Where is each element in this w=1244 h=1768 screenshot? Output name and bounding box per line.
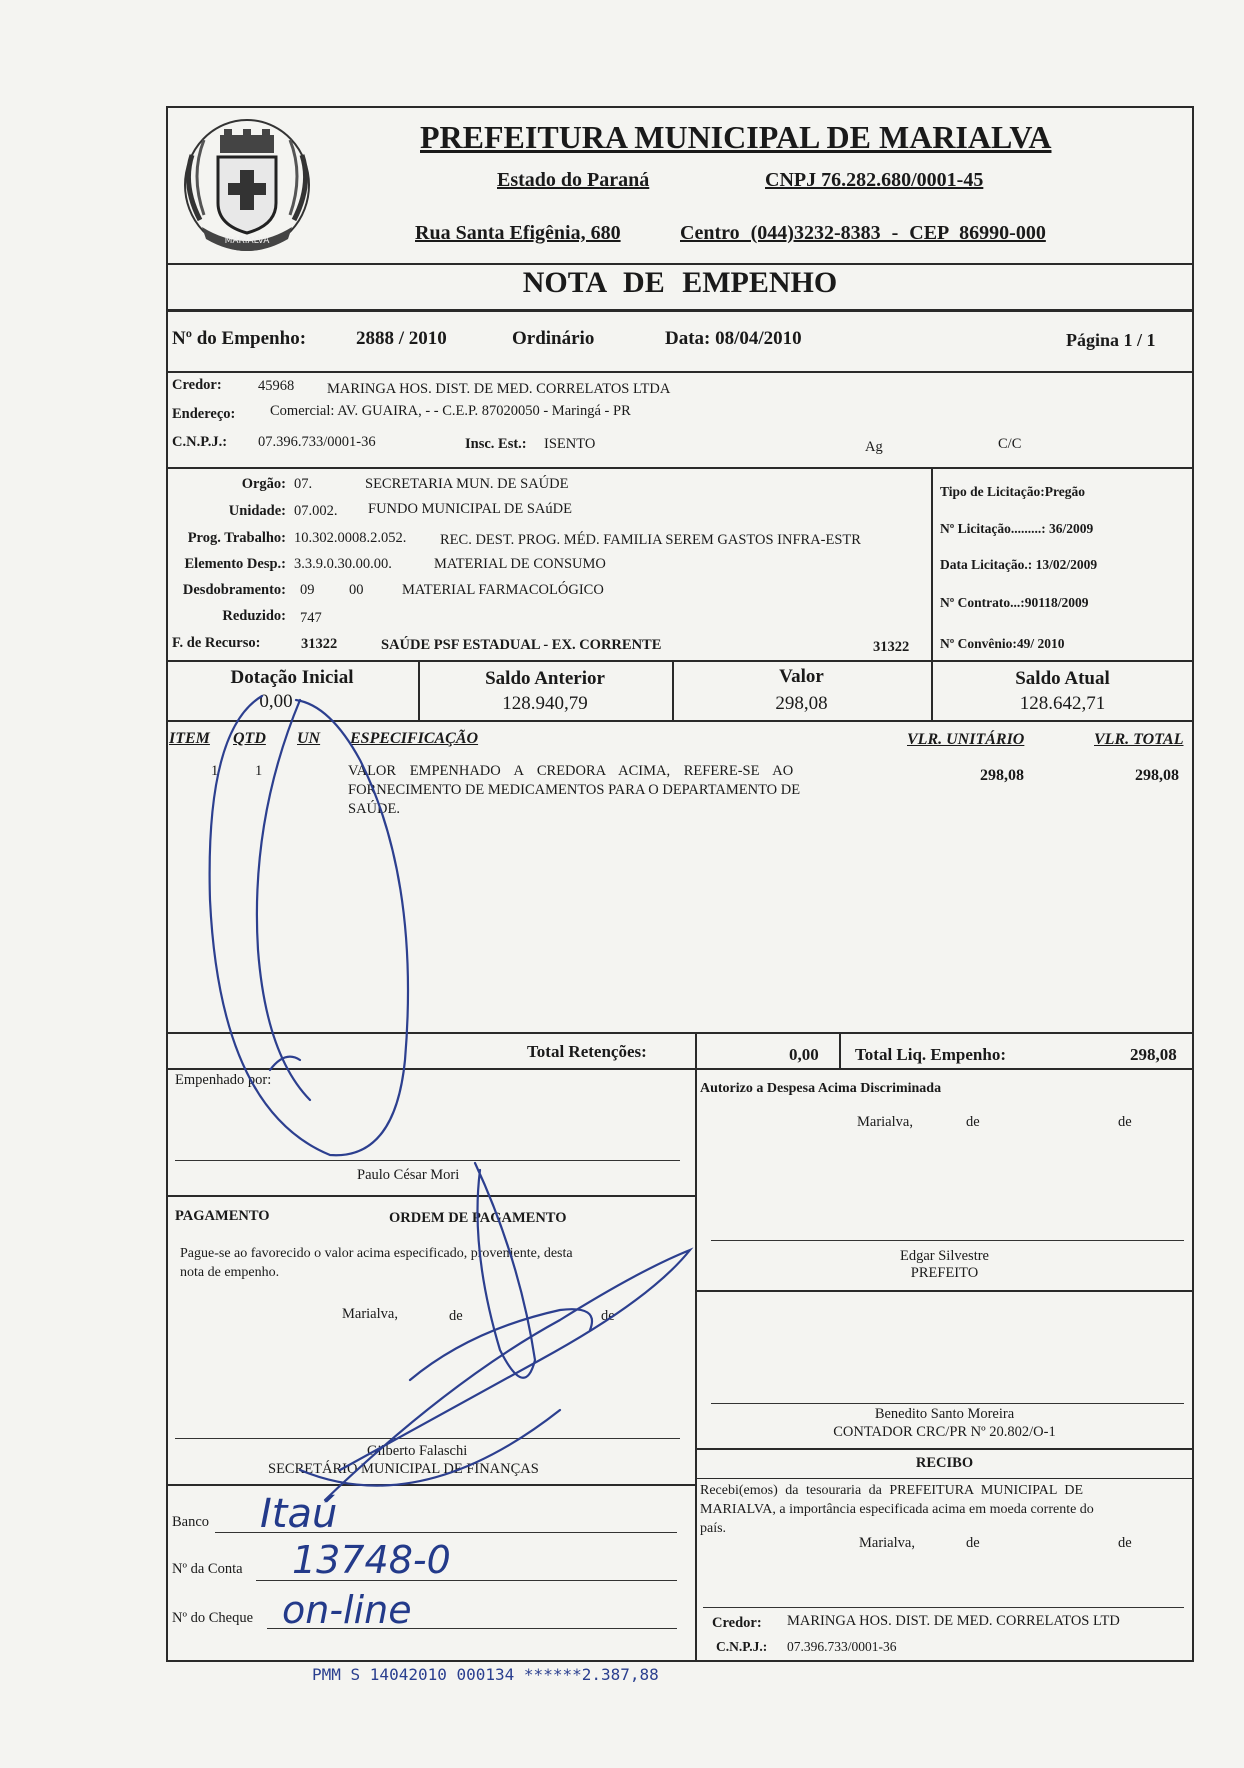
elemento-code: 3.3.9.0.30.00.00. bbox=[294, 556, 392, 572]
page-title: PREFEITURA MUNICIPAL DE MARIALVA bbox=[420, 119, 1052, 155]
unidade-name: FUNDO MUNICIPAL DE SAúDE bbox=[368, 501, 572, 517]
divider bbox=[166, 467, 1194, 469]
credor-cnpj: 07.396.733/0001-36 bbox=[258, 434, 376, 450]
saldo-atual-value: 128.642,71 bbox=[1019, 693, 1106, 714]
dotacao-label: Dotação Inicial bbox=[230, 667, 354, 688]
recibo-credor-label: Credor: bbox=[712, 1615, 762, 1631]
cc-label: C/C bbox=[998, 436, 1022, 452]
secretario-title: SECRETÁRIO MUNICIPAL DE FINANÇAS bbox=[268, 1461, 539, 1477]
item-unit-price: 298,08 bbox=[980, 767, 1024, 784]
empenho-number-label: Nº do Empenho: bbox=[172, 328, 307, 349]
recibo-text: MARIALVA, a importância especificada acima em moeda corrente do bbox=[700, 1502, 1094, 1517]
item-qtd: 1 bbox=[255, 763, 263, 779]
autorizo-text: Autorizo a Despesa Acima Discriminada bbox=[700, 1081, 942, 1096]
valor-value: 298,08 bbox=[775, 693, 828, 714]
divider bbox=[695, 1290, 1194, 1292]
header-address: Rua Santa Efigênia, 680 bbox=[415, 222, 621, 244]
divider bbox=[166, 263, 1194, 265]
total-column-header: VLR. TOTAL bbox=[1094, 731, 1184, 748]
prefeito-name: Edgar Silvestre bbox=[900, 1248, 989, 1264]
saldo-anterior-value: 128.940,79 bbox=[502, 693, 588, 714]
item-total: 298,08 bbox=[1135, 767, 1179, 784]
item-description-line: FORNECIMENTO DE MEDICAMENTOS PARA O DEPARTAMENTO DE bbox=[348, 782, 801, 798]
retencoes-value: 0,00 bbox=[789, 1045, 819, 1064]
liquido-value: 298,08 bbox=[1130, 1045, 1177, 1064]
recibo-cnpj: 07.396.733/0001-36 bbox=[787, 1639, 897, 1654]
liquido-label: Total Liq. Empenho: bbox=[855, 1045, 1006, 1064]
recibo-de: de bbox=[1118, 1535, 1132, 1551]
credor-code: 45968 bbox=[258, 378, 295, 394]
unidade-label: Unidade: bbox=[228, 503, 286, 519]
credor-name: MARINGA HOS. DIST. DE MED. CORRELATOS LTDA bbox=[327, 381, 671, 397]
signature-line bbox=[175, 1160, 680, 1161]
recibo-text: Recebi(emos) da tesouraria da PREFEITURA MUNICIPAL DE bbox=[700, 1483, 1084, 1498]
desdobramento-name: MATERIAL FARMACOLÓGICO bbox=[402, 582, 604, 598]
divider bbox=[166, 309, 1194, 312]
divider bbox=[166, 1195, 695, 1197]
saldo-anterior-label: Saldo Anterior bbox=[485, 668, 605, 689]
pague-se-text: nota de empenho. bbox=[180, 1265, 280, 1280]
item-description-line: SAÚDE. bbox=[348, 801, 400, 817]
banco-handwritten: Itaú bbox=[260, 1491, 338, 1537]
pagamento-city: Marialva, bbox=[342, 1306, 398, 1322]
autorizo-city: Marialva, bbox=[857, 1114, 913, 1130]
recibo-de: de bbox=[966, 1535, 980, 1551]
orgao-code: 07. bbox=[294, 476, 313, 492]
un-column-header: UN bbox=[297, 730, 321, 747]
licitacao-tipo: Tipo de Licitação:Pregão bbox=[940, 484, 1085, 499]
reduzido-label: Reduzido: bbox=[222, 608, 286, 624]
svg-text:MARIALVA: MARIALVA bbox=[224, 236, 270, 246]
desdobramento-subcode: 00 bbox=[349, 582, 364, 598]
signature-line bbox=[175, 1438, 680, 1439]
fonte-name: SAÚDE PSF ESTADUAL - EX. CORRENTE bbox=[381, 637, 662, 653]
dotacao-value: 0,00 bbox=[259, 691, 293, 712]
recibo-credor-name: MARINGA HOS. DIST. DE MED. CORRELATOS LTD bbox=[787, 1613, 1120, 1629]
divider bbox=[695, 1068, 697, 1662]
divider bbox=[166, 371, 1194, 373]
desdobramento-code: 09 bbox=[300, 582, 315, 598]
retencoes-label: Total Retenções: bbox=[527, 1042, 647, 1061]
qtd-column-header: QTD bbox=[233, 730, 266, 747]
conta-label: Nº da Conta bbox=[172, 1561, 243, 1577]
licitacao-data: Data Licitação.: 13/02/2009 bbox=[940, 557, 1098, 572]
secretario-name: Gilberto Falaschi bbox=[367, 1443, 468, 1459]
empenho-date: Data: 08/04/2010 bbox=[665, 328, 802, 349]
cheque-label: Nº do Cheque bbox=[172, 1610, 254, 1626]
autorizo-de: de bbox=[966, 1114, 980, 1130]
divider bbox=[931, 467, 933, 662]
contador-title: CONTADOR CRC/PR Nº 20.802/O-1 bbox=[833, 1424, 1056, 1440]
signature-line bbox=[711, 1403, 1184, 1404]
pague-se-text: Pague-se ao favorecido o valor acima especificado, proveniente, desta bbox=[180, 1246, 573, 1261]
prog-label: Prog. Trabalho: bbox=[187, 530, 286, 546]
unit-price-column-header: VLR. UNITÁRIO bbox=[907, 731, 1025, 748]
recibo-text: país. bbox=[700, 1521, 727, 1536]
unidade-code: 07.002. bbox=[294, 503, 338, 519]
divider bbox=[166, 1032, 1194, 1034]
orgao-label: Orgão: bbox=[241, 476, 286, 492]
pagamento-de: de bbox=[601, 1308, 615, 1324]
document-title: NOTA DE EMPENHO bbox=[522, 266, 838, 299]
item-number: 1 bbox=[211, 763, 219, 779]
page-number: Página 1 / 1 bbox=[1066, 330, 1156, 350]
recibo-cnpj-label: C.N.P.J.: bbox=[716, 1639, 768, 1654]
divider bbox=[166, 1484, 695, 1486]
contador-name: Benedito Santo Moreira bbox=[874, 1406, 1015, 1422]
contrato-numero: Nº Contrato...:90118/2009 bbox=[940, 595, 1089, 610]
fonte-code-2: 31322 bbox=[873, 639, 910, 655]
prefeito-title: PREFEITO bbox=[910, 1265, 979, 1281]
ag-label: Ag bbox=[865, 439, 883, 455]
divider bbox=[695, 1032, 697, 1070]
desdobramento-label: Desdobramento: bbox=[182, 582, 286, 598]
empenho-type: Ordinário bbox=[512, 328, 595, 349]
licitacao-numero: Nº Licitação.........: 36/2009 bbox=[940, 521, 1094, 536]
fonte-label: F. de Recurso: bbox=[172, 635, 261, 651]
municipal-crest-icon bbox=[182, 115, 312, 260]
especificacao-column-header: ESPECIFICAÇÃO bbox=[350, 730, 479, 747]
signature-line bbox=[711, 1240, 1184, 1241]
prog-code: 10.302.0008.2.052. bbox=[294, 530, 407, 546]
fonte-code: 31322 bbox=[301, 636, 338, 652]
divider bbox=[695, 1478, 1194, 1479]
empenhado-label: Empenhado por: bbox=[175, 1072, 272, 1088]
convenio-numero: Nº Convênio:49/ 2010 bbox=[940, 636, 1065, 651]
credor-insc: ISENTO bbox=[544, 436, 596, 452]
saldo-atual-label: Saldo Atual bbox=[1015, 668, 1110, 689]
item-column-header: ITEM bbox=[169, 730, 210, 747]
reduzido-code: 747 bbox=[300, 610, 322, 626]
recibo-title: RECIBO bbox=[915, 1455, 974, 1471]
credor-address: Comercial: AV. GUAIRA, - - C.E.P. 87020050 - Maringá - PR bbox=[270, 403, 631, 419]
header-cnpj: CNPJ 76.282.680/0001-45 bbox=[765, 169, 984, 191]
orgao-name: SECRETARIA MUN. DE SAÚDE bbox=[365, 476, 569, 492]
recibo-city: Marialva, bbox=[859, 1535, 915, 1551]
divider bbox=[695, 1448, 1194, 1450]
divider bbox=[166, 1068, 1194, 1070]
cnpj-label: C.N.P.J.: bbox=[172, 434, 228, 450]
credor-label: Credor: bbox=[172, 377, 222, 393]
empenhado-name: Paulo César Mori bbox=[357, 1167, 460, 1183]
divider bbox=[166, 720, 1194, 722]
ordem-pagamento-label: ORDEM DE PAGAMENTO bbox=[389, 1210, 567, 1226]
conta-handwritten: 13748-0 bbox=[292, 1538, 451, 1582]
divider bbox=[166, 660, 1194, 662]
autorizo-de: de bbox=[1118, 1114, 1132, 1130]
cheque-handwritten: on-line bbox=[282, 1588, 412, 1632]
valor-label: Valor bbox=[779, 666, 824, 687]
elemento-label: Elemento Desp.: bbox=[184, 556, 286, 572]
empenho-number: 2888 / 2010 bbox=[356, 328, 447, 349]
divider bbox=[839, 1032, 841, 1070]
mechanical-stamp: PMM S 14042010 000134 ******2.387,88 bbox=[312, 1665, 659, 1684]
address-label: Endereço: bbox=[172, 406, 236, 422]
signature-line bbox=[703, 1607, 1184, 1608]
item-description-line: VALOR EMPENHADO A CREDORA ACIMA, REFERE-SE AO bbox=[348, 763, 794, 779]
prog-name: REC. DEST. PROG. MÉD. FAMILIA SEREM GASTOS INFRA-ESTR bbox=[440, 532, 861, 548]
header-contact: Centro (044)3232-8383 - CEP 86990-000 bbox=[680, 222, 1046, 244]
insc-label: Insc. Est.: bbox=[465, 436, 527, 452]
pagamento-de: de bbox=[449, 1308, 463, 1324]
pagamento-label: PAGAMENTO bbox=[175, 1208, 270, 1224]
state-name: Estado do Paraná bbox=[497, 169, 650, 191]
elemento-name: MATERIAL DE CONSUMO bbox=[434, 556, 606, 572]
banco-label: Banco bbox=[172, 1514, 210, 1530]
